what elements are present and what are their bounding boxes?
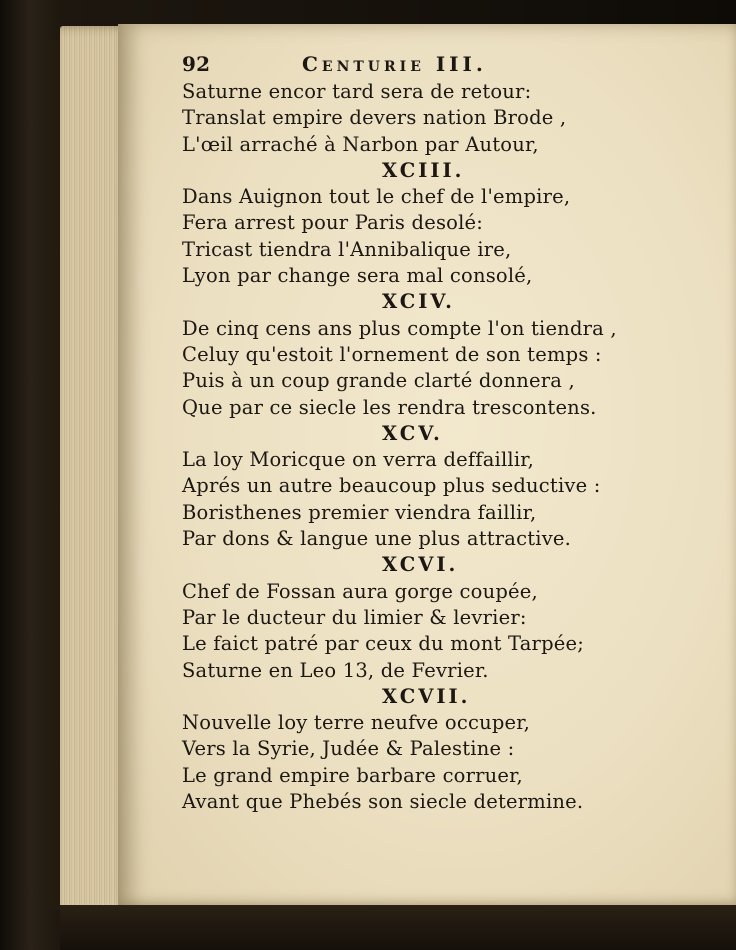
verse-line: Dans Auignon tout le chef de l'empire, [182, 185, 571, 209]
verse-line: L'œil arraché à Narbon par Autour, [182, 132, 539, 156]
verse-line: Saturne encor tard sera de retour: [182, 80, 532, 103]
verse-line: Avant que Phebés son siecle determine. [182, 790, 584, 814]
verse-line: Saturne en Leo 13, de Fevrier. [182, 658, 489, 682]
verse-line: Par dons & langue une plus attractive. [182, 527, 572, 551]
verse-line: Chef de Fossan aura gorge coupée, [182, 579, 538, 603]
verse-line: Le grand empire barbare corruer, [182, 763, 523, 787]
verse-line: Fera arrest pour Paris desolé: [182, 211, 484, 235]
verse-line: De cinq cens ans plus compte l'on tiendra , [182, 316, 617, 340]
book-page [118, 24, 736, 909]
verse-line: Vers la Syrie, Judée & Palestine : [182, 737, 515, 761]
verse-line: Que par ce siecle les rendra trescontens. [182, 395, 597, 419]
quatrain-number: XCV. [382, 421, 443, 445]
quatrain-number: XCIII. [382, 158, 465, 182]
verse-line: Par le ducteur du limier & levrier: [182, 605, 527, 629]
verse-line: Nouvelle loy terre neufve occuper, [182, 711, 531, 735]
verse-line: La loy Moricque on verra deffaillir, [182, 448, 535, 472]
verse-line: Aprés un autre beaucoup plus seductive : [182, 474, 601, 498]
quatrain-number: XCVI. [382, 553, 459, 577]
verse-line: Puis à un coup grande clarté donnera , [182, 369, 575, 393]
quatrain-number: XCVII. [382, 684, 471, 708]
page-text [182, 49, 722, 815]
verse-line: Translat empire devers nation Brode , [182, 106, 567, 130]
running-head: Centurie III. [302, 52, 487, 76]
verse-line: Lyon par change sera mal consolé, [182, 264, 533, 288]
page-header [182, 49, 722, 79]
quatrain-number: XCIV. [382, 290, 455, 314]
table-surface [60, 905, 736, 950]
verse-line: Tricast tiendra l'Annibalique ire, [182, 237, 512, 261]
verse-line: Boristhenes premier viendra faillir, [182, 500, 537, 524]
verse-line: Le faict patré par ceux du mont Tarpée; [182, 632, 585, 656]
verse-line: Celuy qu'estoit l'ornement de son temps : [182, 342, 602, 366]
page-number: 92 [182, 52, 211, 76]
